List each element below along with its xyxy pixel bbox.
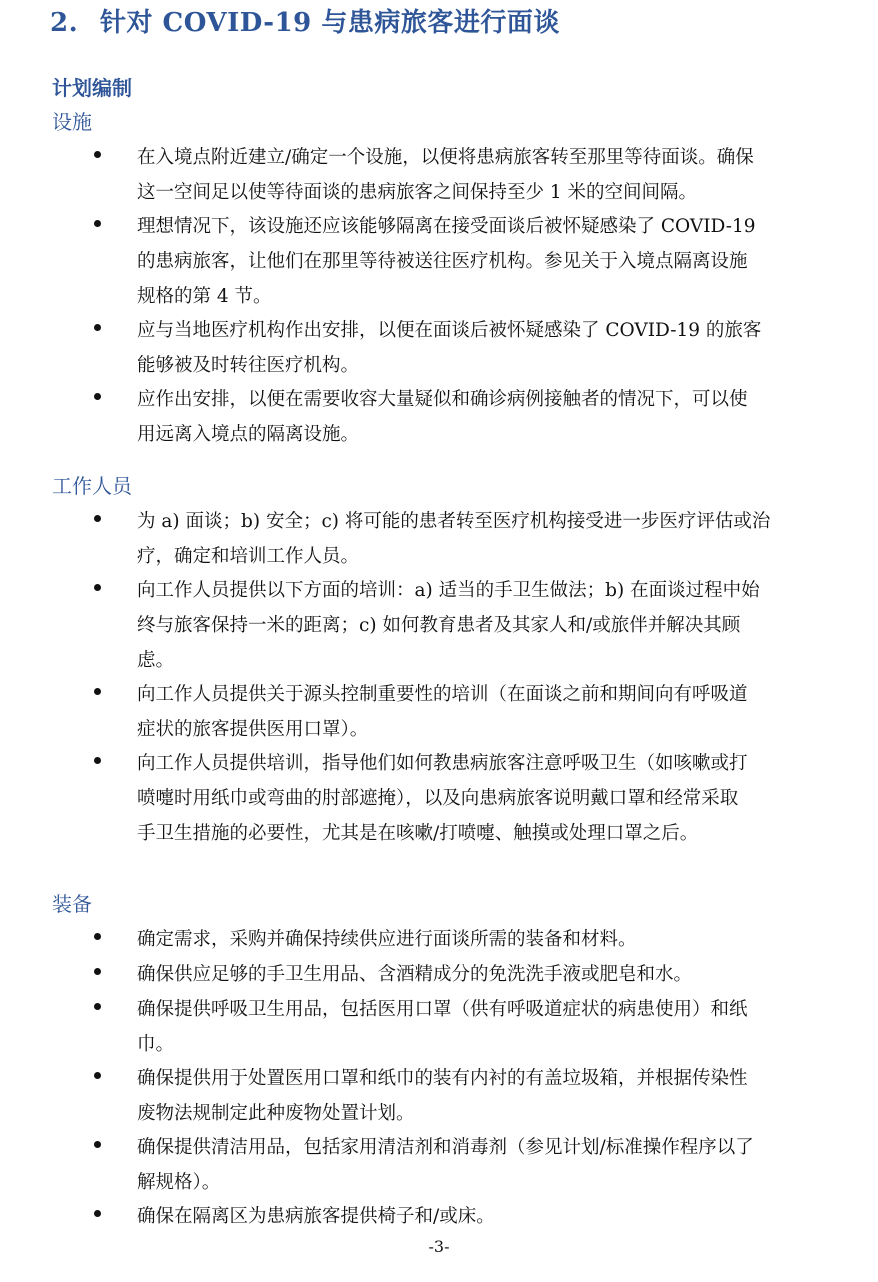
text-line: 用远离入境点的隔离设施。 (137, 424, 360, 445)
facilities-bullet-text (137, 382, 841, 452)
staff-bullet-text (137, 573, 841, 678)
text-line: 为 a) 面谈；b) 安全；c) 将可能的患者转至医疗机构接受进一步医疗评估或治 (137, 511, 771, 532)
section-title-text: 针对 COVID-19 与患病旅客进行面谈 (100, 8, 560, 38)
text-line: 虑。 (137, 650, 175, 671)
bullet-icon (94, 1072, 104, 1082)
equipment-bullet-text (137, 1130, 841, 1200)
section-number: 2. (50, 8, 79, 38)
text-line: 向工作人员提供以下方面的培训：a) 适当的手卫生做法；b) 在面谈过程中始 (137, 580, 760, 601)
equipment-heading: 装备 (52, 892, 92, 916)
text-line: 应与当地医疗机构作出安排，以便在面谈后被怀疑感染了 COVID-19 的旅客 (137, 320, 762, 341)
section-title (50, 2, 560, 39)
text-line: 疗，确定和培训工作人员。 (137, 546, 360, 567)
text-line: 应作出安排，以便在需要收容大量疑似和确诊病例接触者的情况下，可以使 (137, 389, 748, 410)
text-line: 解规格）。 (137, 1172, 221, 1193)
text-line: 这一空间足以使等待面谈的患病旅客之间保持至少 1 米的空间间隔。 (137, 182, 698, 203)
bullet-icon (94, 1210, 104, 1220)
text-line: 能够被及时转往医疗机构。 (137, 355, 360, 376)
staff-bullet-text (137, 746, 841, 851)
text-line: 手卫生措施的必要性，尤其是在咳嗽/打喷嚏、触摸或处理口罩之后。 (137, 823, 699, 844)
staff-bullet-text (137, 504, 841, 574)
equipment-bullet-text (137, 957, 841, 992)
facilities-bullet-text (137, 140, 841, 210)
text-line: 确保供应足够的手卫生用品、含酒精成分的免洗洗手液或肥皂和水。 (137, 964, 693, 985)
facilities-bullet-text (137, 209, 841, 314)
text-line: 在入境点附近建立/确定一个设施，以便将患病旅客转至那里等待面谈。确保 (137, 147, 754, 168)
planning-heading: 计划编制 (52, 76, 132, 100)
bullet-icon (94, 968, 104, 978)
text-line: 确定需求，采购并确保持续供应进行面谈所需的装备和材料。 (137, 929, 637, 950)
text-line: 症状的旅客提供医用口罩）。 (137, 719, 369, 740)
bullet-icon (94, 584, 104, 594)
bullet-icon (94, 220, 104, 230)
equipment-bullet-text (137, 922, 841, 957)
text-line: 废物法规制定此种废物处置计划。 (137, 1103, 415, 1124)
equipment-bullet-text (137, 1061, 841, 1131)
staff-heading: 工作人员 (52, 474, 132, 498)
text-line: 理想情况下，该设施还应该能够隔离在接受面谈后被怀疑感染了 COVID-19 (137, 216, 756, 237)
staff-bullet-text (137, 677, 841, 747)
facilities-bullet-text (137, 313, 841, 383)
text-line: 的患病旅客，让他们在那里等待被送往医疗机构。参见关于入境点隔离设施 (137, 251, 748, 272)
text-line: 巾。 (137, 1034, 175, 1055)
bullet-icon (94, 515, 104, 525)
bullet-icon (94, 151, 104, 161)
text-line: 确保在隔离区为患病旅客提供椅子和/或床。 (137, 1206, 495, 1227)
bullet-icon (94, 393, 104, 403)
bullet-icon (94, 688, 104, 698)
page-number: -3- (428, 1237, 450, 1256)
bullet-icon (94, 757, 104, 767)
text-line: 规格的第 4 节。 (137, 286, 272, 307)
equipment-bullet-text (137, 992, 841, 1062)
text-line: 确保提供清洁用品，包括家用清洁剂和消毒剂（参见计划/标准操作程序以了 (137, 1137, 754, 1158)
text-line: 向工作人员提供培训，指导他们如何教患病旅客注意呼吸卫生（如咳嗽或打 (137, 753, 748, 774)
text-line: 确保提供用于处置医用口罩和纸巾的装有内衬的有盖垃圾箱，并根据传染性 (137, 1068, 748, 1089)
facilities-heading: 设施 (52, 110, 92, 134)
bullet-icon (94, 1141, 104, 1151)
text-line: 喷嚏时用纸巾或弯曲的肘部遮掩），以及向患病旅客说明戴口罩和经常采取 (137, 788, 739, 809)
bullet-icon (94, 1003, 104, 1013)
text-line: 向工作人员提供关于源头控制重要性的培训（在面谈之前和期间向有呼吸道 (137, 684, 748, 705)
equipment-bullet-text (137, 1199, 841, 1234)
text-line: 终与旅客保持一米的距离；c) 如何教育患者及其家人和/或旅伴并解决其顾 (137, 615, 741, 636)
bullet-icon (94, 324, 104, 334)
bullet-icon (94, 933, 104, 943)
text-line: 确保提供呼吸卫生用品，包括医用口罩（供有呼吸道症状的病患使用）和纸 (137, 999, 748, 1020)
